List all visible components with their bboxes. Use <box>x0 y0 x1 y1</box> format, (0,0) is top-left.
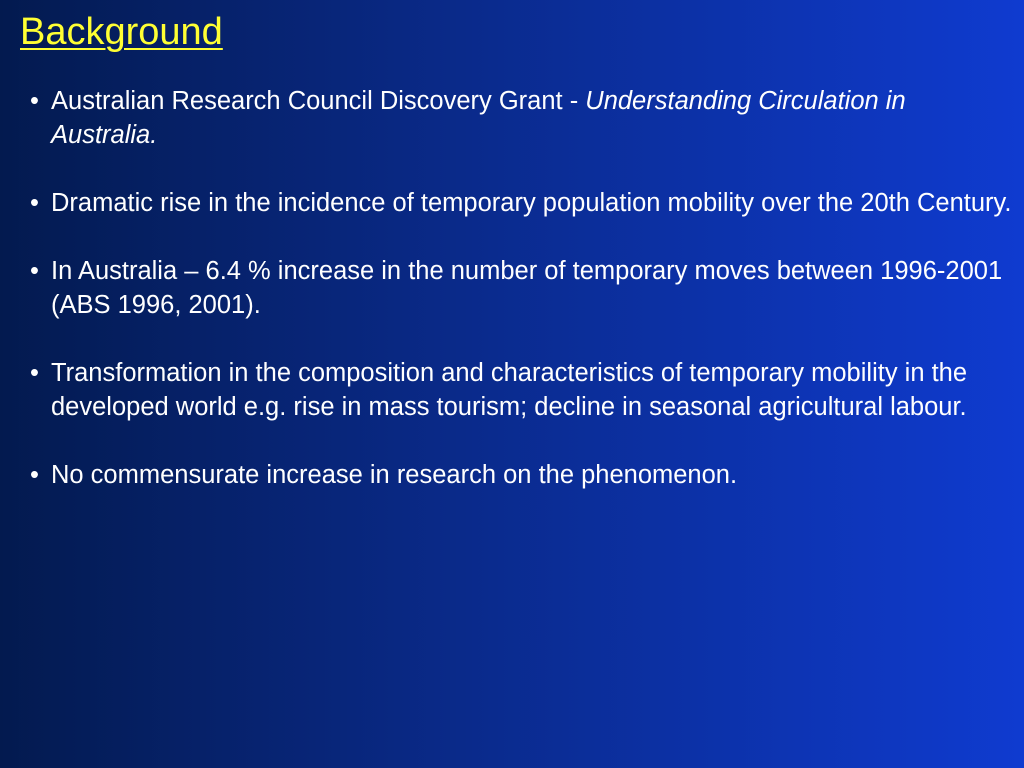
bullet-text: In Australia – 6.4 % increase in the number of temporary moves between 1996-2001 (ABS 1996, 2001). <box>51 257 1003 319</box>
bullet-text-regular: Australian Research Council Discovery Grant - <box>51 87 586 115</box>
bullet-text: No commensurate increase in research on the phenomenon. <box>51 461 738 489</box>
bullet-item <box>30 254 1015 322</box>
bullet-point-icon: • <box>30 257 39 285</box>
bullet-item <box>30 356 1015 424</box>
bullet-item <box>30 186 1015 220</box>
bullet-text-italic: Understanding Circulation in Australia. <box>51 87 906 149</box>
slide-title: Background <box>20 11 223 53</box>
bullet-point-icon: • <box>30 189 39 217</box>
bullet-text: Dramatic rise in the incidence of temporary population mobility over the 20th Century. <box>51 189 1012 217</box>
bullet-item <box>30 458 1015 492</box>
bullet-point-icon: • <box>30 87 39 115</box>
bullet-text <box>51 84 1015 152</box>
bullet-point-icon: • <box>30 359 39 387</box>
bullet-item <box>30 84 1015 152</box>
bullet-point-icon: • <box>30 461 39 489</box>
bullet-text: Transformation in the composition and characteristics of temporary mobility in the developed world e.g. rise in mass tourism; decline in seasonal agricultural labour. <box>51 359 968 421</box>
bullet-list <box>30 84 1015 526</box>
